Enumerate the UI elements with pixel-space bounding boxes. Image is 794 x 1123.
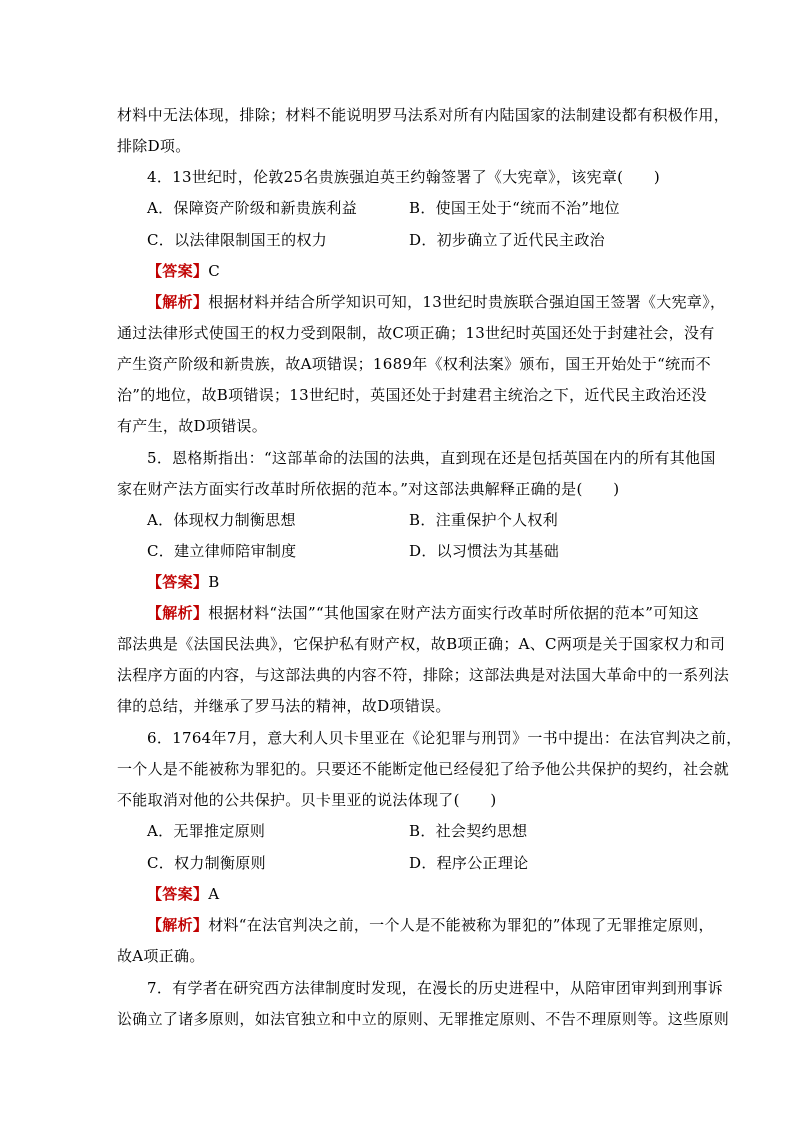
q6-stem-line-3: 不能取消对他的公共保护。贝卡里亚的说法体现了( ) <box>117 791 497 809</box>
analysis-text: 根据材料并结合所学知识可知，13世纪时贵族联合强迫国王签署《大宪章》， <box>208 293 726 311</box>
intro-line-1: 材料中无法体现，排除；材料不能说明罗马法系对所有内陆国家的法制建设都有积极作用， <box>117 106 730 124</box>
analysis-tag: 【解析】 <box>147 916 209 934</box>
q4-option-a: A．保障资产阶级和新贵族利益 <box>147 199 358 217</box>
q4-option-d: D．初步确立了近代民主政治 <box>409 231 605 249</box>
answer-tag: 【答案】 <box>147 262 209 280</box>
q6-option-b: B．社会契约思想 <box>409 822 528 840</box>
answer-tag: 【答案】 <box>147 573 209 591</box>
q5-option-b: B．注重保护个人权利 <box>409 511 559 529</box>
q6-analysis-line-2: 故A项正确。 <box>117 947 205 965</box>
q5-analysis-line-3: 法程序方面的内容，与这部法典的内容不符，排除；这部法典是对法国大革命中的一系列法 <box>117 666 730 684</box>
q4-option-b: B．使国王处于“统而不治”地位 <box>409 199 620 217</box>
q6-answer <box>147 884 219 904</box>
q6-option-a: A．无罪推定原则 <box>147 822 266 840</box>
q5-option-a: A．体现权力制衡思想 <box>147 511 296 529</box>
analysis-tag: 【解析】 <box>147 604 209 622</box>
q6-option-d: D．程序公正理论 <box>409 854 529 872</box>
q7-stem-line-2: 讼确立了诸多原则，如法官独立和中立的原则、无罪推定原则、不告不理原则等。这些原则 <box>117 1010 730 1028</box>
analysis-text: 材料“在法官判决之前，一个人是不能被称为罪犯的”体现了无罪推定原则， <box>208 916 714 934</box>
q5-stem-line-2: 家在财产法方面实行改革时所依据的范本。”对这部法典解释正确的是( ) <box>117 480 620 498</box>
q4-analysis-line-4: 治”的地位，故B项错误；13世纪时，英国还处于封建君主统治之下，近代民主政治还没 <box>117 386 707 404</box>
q4-stem: 4．13世纪时，伦敦25名贵族强迫英王约翰签署了《大宪章》，该宪章( ) <box>147 168 661 186</box>
answer-value: B <box>208 573 220 591</box>
intro-line-2: 排除D项。 <box>117 137 191 155</box>
q4-analysis-line-5: 有产生，故D项错误。 <box>117 417 268 435</box>
answer-value: A <box>208 885 220 903</box>
q5-stem-line-1: 5．恩格斯指出：“这部革命的法国的法典，直到现在还是包括英国在内的所有其他国 <box>147 449 716 467</box>
q5-option-d: D．以习惯法为其基础 <box>409 542 560 560</box>
q4-answer <box>147 261 220 281</box>
q6-stem-line-2: 一个人是不能被称为罪犯的。只要还不能断定他已经侵犯了给予他公共保护的契约，社会就 <box>117 760 730 778</box>
q6-analysis-line-1 <box>147 915 714 935</box>
q5-analysis-line-4: 律的总结，并继承了罗马法的精神，故D项错误。 <box>117 697 451 715</box>
q5-analysis-line-1 <box>147 603 699 623</box>
q4-option-c: C．以法律限制国王的权力 <box>147 231 328 249</box>
q4-analysis-line-1 <box>147 292 725 312</box>
q6-stem-line-1: 6．1764年7月，意大利人贝卡里亚在《论犯罪与刑罚》一书中提出：在法官判决之前， <box>147 729 742 747</box>
q4-analysis-line-3: 产生资产阶级和新贵族，故A项错误；1689年《权利法案》颁布，国王开始处于“统而不 <box>117 355 711 373</box>
analysis-tag: 【解析】 <box>147 293 209 311</box>
answer-tag: 【答案】 <box>147 885 209 903</box>
q7-stem-line-1: 7．有学者在研究西方法律制度时发现，在漫长的历史进程中，从陪审团审判到刑事诉 <box>147 979 723 997</box>
q6-option-c: C．权力制衡原则 <box>147 854 266 872</box>
analysis-text: 根据材料“法国”“其他国家在财产法方面实行改革时所依据的范本”可知这 <box>208 604 700 622</box>
answer-value: C <box>208 262 220 280</box>
q5-option-c: C．建立律师陪审制度 <box>147 542 297 560</box>
q4-analysis-line-2: 通过法律形式使国王的权力受到限制，故C项正确；13世纪时英国还处于封建社会，没有 <box>117 324 715 342</box>
q5-analysis-line-2: 部法典是《法国民法典》，它保护私有财产权，故B项正确；A、C两项是关于国家权力和司 <box>117 635 726 653</box>
q5-answer <box>147 572 220 592</box>
